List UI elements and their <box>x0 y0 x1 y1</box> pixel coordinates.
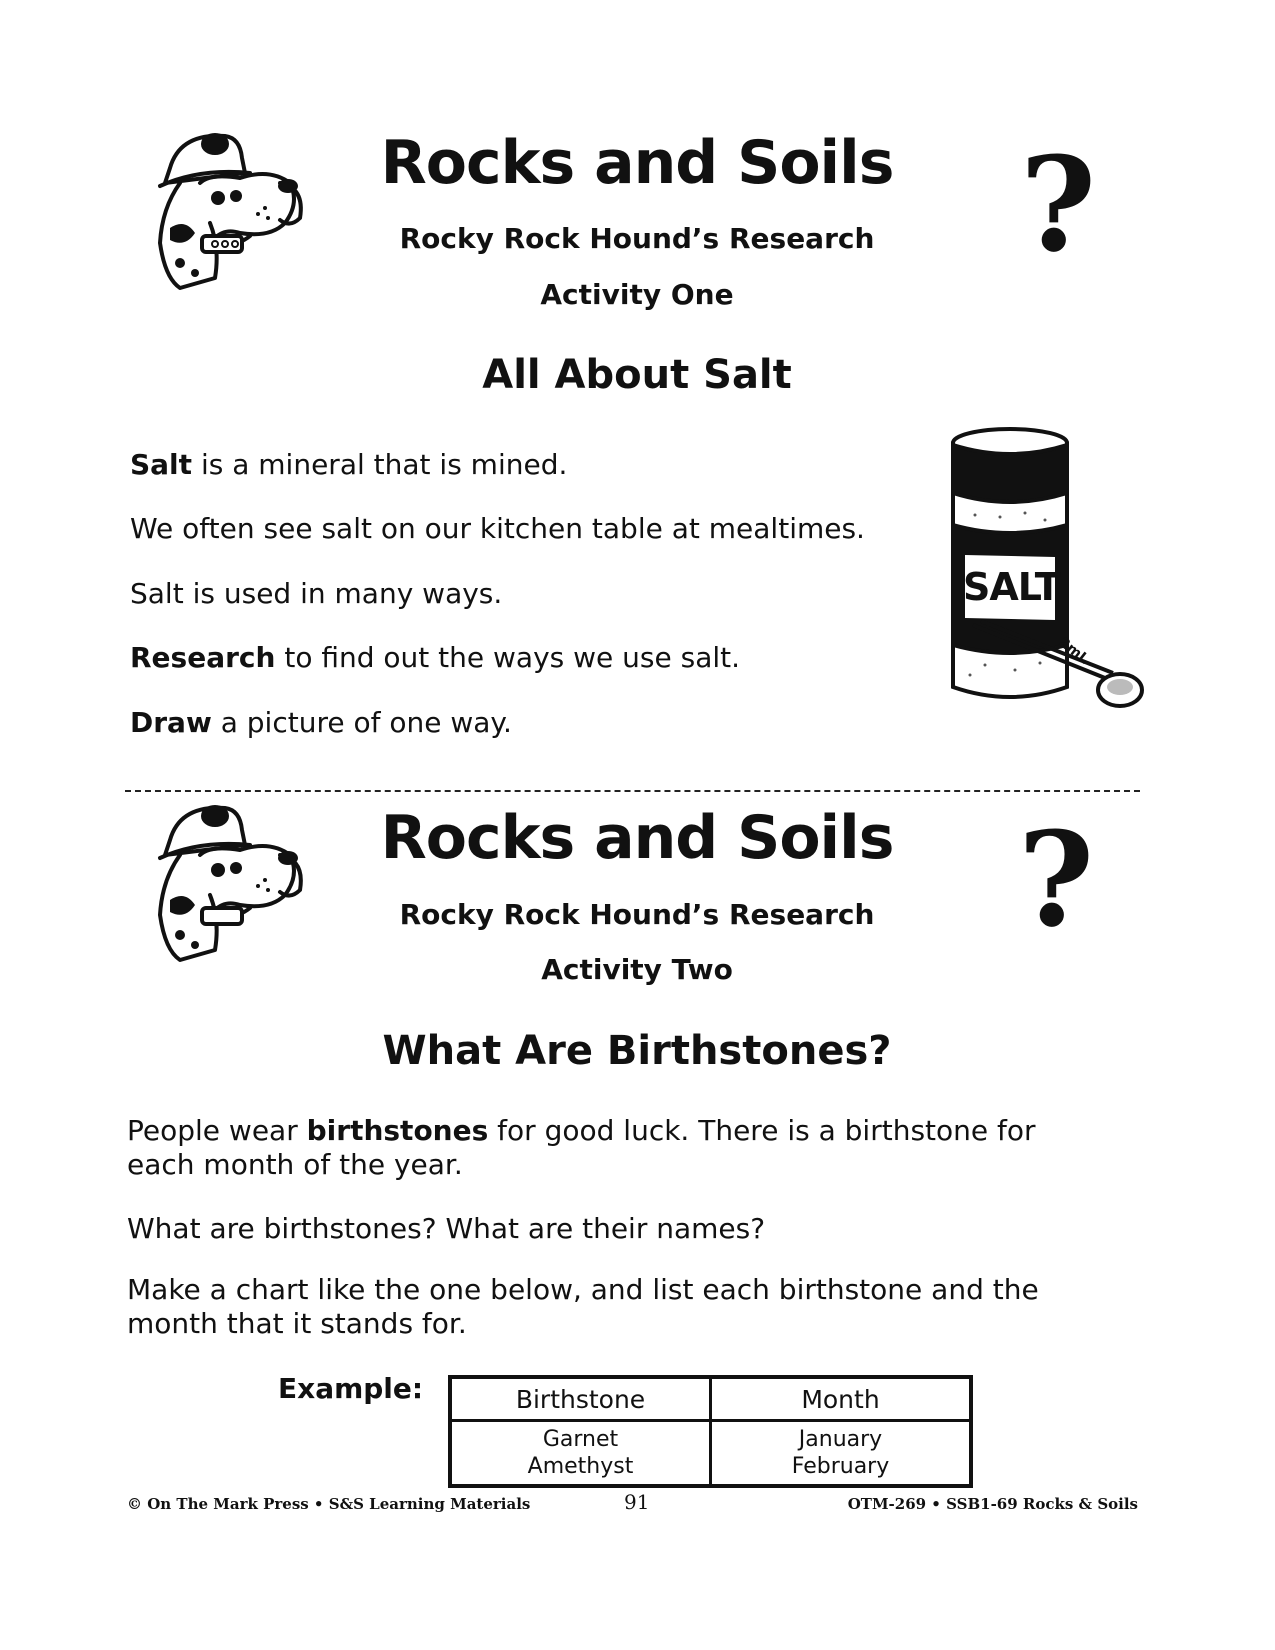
activity-one-label: Activity One <box>540 278 734 311</box>
para-text: People wear <box>127 1114 307 1147</box>
line-text: is a mineral that is mined. <box>192 448 568 481</box>
birthstones-section-heading: What Are Birthstones? <box>382 1028 892 1074</box>
cell-value: February <box>791 1454 890 1479</box>
salt-line-5 <box>130 706 512 740</box>
rock-hound-dog-illustration <box>140 128 310 298</box>
cell-value: January <box>798 1427 883 1452</box>
activity-two-subtitle: Rocky Rock Hound’s Research <box>399 898 875 931</box>
salt-shaker-illustration <box>945 425 1145 735</box>
question-mark-icon: ? <box>1020 128 1097 281</box>
birthstones-para-2: What are birthstones? What are their names? <box>127 1212 766 1245</box>
line-text: Salt is used in many ways. <box>130 577 503 610</box>
spoon-label-text: 2mL <box>1055 634 1092 668</box>
birthstones-para-3: Make a chart like the one below, and list each birthstone and the month that it stands for. <box>127 1273 1039 1340</box>
table-cell-birthstones <box>450 1421 711 1487</box>
salt-section-heading: All About Salt <box>482 352 792 398</box>
footer-copyright: © On The Mark Press • S&S Learning Materials <box>127 1495 531 1513</box>
question-mark-icon: ? <box>1018 803 1095 956</box>
bold-term: birthstones <box>306 1114 489 1147</box>
example-label: Example: <box>278 1372 424 1405</box>
table-row <box>450 1421 971 1487</box>
bold-term: Salt <box>130 448 193 481</box>
activity-one-subtitle: Rocky Rock Hound’s Research <box>399 222 875 255</box>
activity-one-title: Rocks and Soils <box>380 128 894 198</box>
activity-two-label: Activity Two <box>541 953 733 986</box>
cell-value: Amethyst <box>527 1454 634 1479</box>
line-text: to find out the ways we use salt. <box>275 641 741 674</box>
column-header: Month <box>711 1377 972 1421</box>
bold-term: Research <box>130 641 276 674</box>
salt-line-1 <box>130 448 567 482</box>
birthstones-para-1 <box>127 1114 1087 1182</box>
line-text: a picture of one way. <box>211 706 512 739</box>
bold-term: Draw <box>130 706 212 739</box>
activity-two-title: Rocks and Soils <box>380 803 894 873</box>
line-text: We often see salt on our kitchen table at mealtimes. <box>130 512 865 545</box>
page-number: 91 <box>624 1490 650 1514</box>
cut-line-divider <box>125 790 1140 792</box>
rock-hound-dog-illustration <box>140 800 310 970</box>
salt-label-text: SALT <box>963 565 1060 609</box>
column-header: Birthstone <box>450 1377 711 1421</box>
table-header-row <box>450 1377 971 1421</box>
para-text: for good luck. There is a birthstone for each month of the year. <box>127 1114 1036 1181</box>
salt-line-2 <box>130 512 865 546</box>
cell-value: Garnet <box>542 1427 619 1452</box>
table-cell-months <box>711 1421 972 1487</box>
footer-product-code: OTM-269 • SSB1-69 Rocks & Soils <box>847 1495 1138 1513</box>
salt-line-3 <box>130 577 502 611</box>
salt-line-4 <box>130 641 740 675</box>
birthstone-chart <box>448 1375 973 1488</box>
